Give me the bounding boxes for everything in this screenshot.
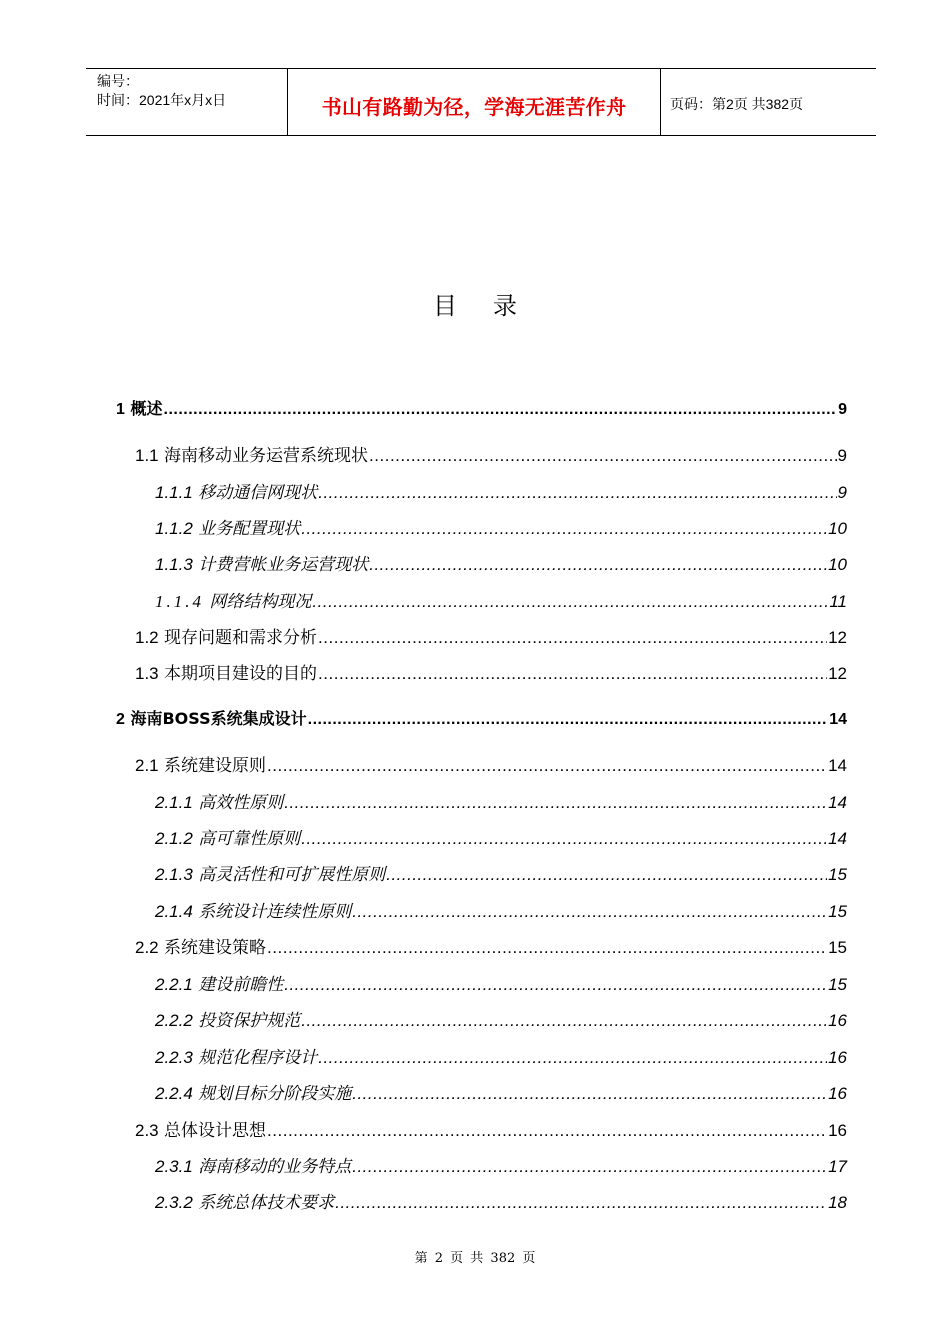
- toc-entry-2-1[interactable]: [135, 751, 847, 776]
- toc-entry-1-1-1[interactable]: [155, 478, 847, 503]
- toc-entry-number: 1.3: [135, 664, 159, 683]
- toc-entry-page: 9: [838, 401, 847, 418]
- toc-entry-page: 14: [828, 793, 847, 812]
- toc-entry-number: 1.2: [135, 628, 159, 647]
- header-motto: 书山有路勤为径，学海无涯苦作舟: [321, 94, 627, 119]
- toc-entry-2-3-1[interactable]: [155, 1152, 847, 1177]
- toc-entry-2-2[interactable]: [135, 933, 847, 958]
- toc-leader: [352, 902, 827, 922]
- toc-entry-number: 2.1: [135, 756, 159, 775]
- toc-entry-page: 10: [828, 519, 847, 538]
- toc-leader: [318, 483, 836, 503]
- toc-leader: [267, 756, 827, 776]
- toc-entry-1-1[interactable]: [135, 441, 847, 466]
- toc-entry-text: 系统建设策略: [164, 938, 267, 958]
- toc-entry-2-1-2[interactable]: [155, 824, 847, 849]
- toc-entry-number: 1.1.4: [155, 592, 204, 611]
- toc-leader: [318, 628, 827, 648]
- toc-entry-number: 2.2.2: [155, 1011, 193, 1030]
- toc-entry-1-1-4[interactable]: [155, 587, 847, 612]
- toc-title: 目录: [433, 292, 553, 320]
- toc-entry-text: 高可靠性原则: [198, 829, 301, 849]
- header-meta: [86, 69, 287, 135]
- toc-entry-page: 12: [828, 664, 847, 683]
- toc-entry-text: 高效性原则: [198, 793, 284, 813]
- toc-entry-text: 海南BOSS系统集成设计: [130, 709, 307, 728]
- toc-entry-page: 9: [837, 446, 847, 465]
- toc-entry-2-1-3[interactable]: [155, 860, 847, 885]
- toc-entry-page: 16: [828, 1121, 847, 1140]
- toc-entry-page: 14: [829, 711, 847, 728]
- toc-entry-text: 投资保护规范: [198, 1011, 301, 1031]
- toc-leader: [318, 664, 827, 684]
- toc-entry-number: 2.3.2: [155, 1193, 193, 1212]
- toc-entry-text: 规划目标分阶段实施: [198, 1084, 352, 1104]
- document-time: 时间：2021年x月x日: [97, 92, 227, 108]
- toc-leader: [335, 1193, 827, 1213]
- toc-entry-page: 12: [828, 628, 847, 647]
- toc-entry-2-2-4[interactable]: [155, 1079, 847, 1104]
- toc-leader: [284, 793, 827, 813]
- toc-entry-page: 18: [828, 1193, 847, 1212]
- page-header: [86, 68, 876, 136]
- toc-entry-text: 业务配置现状: [198, 519, 301, 539]
- document-number: 编号：: [97, 73, 139, 89]
- toc-leader: [308, 711, 829, 729]
- toc-leader: [312, 592, 828, 612]
- toc-entry-2-2-1[interactable]: [155, 970, 847, 995]
- toc-entry-number: 1.1: [135, 446, 159, 465]
- toc-entry-page: 16: [828, 1048, 847, 1067]
- toc-entry-1-3[interactable]: [135, 659, 847, 684]
- toc-entry-number: 2.3: [135, 1121, 159, 1140]
- toc-entry-page: 16: [828, 1011, 847, 1030]
- toc-entry-number: 1.1.2: [155, 519, 193, 538]
- toc-leader: [301, 519, 827, 539]
- toc-entry-text: 高灵活性和可扩展性原则: [198, 865, 386, 885]
- toc-entry-text: 移动通信网现状: [198, 483, 318, 503]
- header-motto-cell: [287, 69, 661, 135]
- toc-entry-1-1-2[interactable]: [155, 514, 847, 539]
- toc-entry-number: 2.3.1: [155, 1157, 193, 1176]
- toc-entry-number: 2.1.4: [155, 902, 193, 921]
- toc-entry-text: 本期项目建设的目的: [164, 664, 318, 684]
- toc-entry-text: 系统总体技术要求: [198, 1193, 335, 1213]
- toc-entry-text: 建设前瞻性: [198, 975, 284, 995]
- toc-leader: [284, 975, 827, 995]
- toc-entry-2-3[interactable]: [135, 1116, 847, 1141]
- toc-entry-page: 15: [828, 938, 847, 957]
- toc-entry-page: 14: [828, 756, 847, 775]
- toc-entry-number: 2.2.1: [155, 975, 193, 994]
- toc-leader: [369, 555, 827, 575]
- toc-entry-2-1-4[interactable]: [155, 897, 847, 922]
- toc-leader: [352, 1157, 827, 1177]
- toc-entry-2-1-1[interactable]: [155, 788, 847, 813]
- toc-entry-page: 15: [828, 865, 847, 884]
- toc-leader: [301, 1011, 827, 1031]
- toc-entry-text: 现存问题和需求分析: [164, 628, 318, 648]
- toc-entry-page: 15: [828, 975, 847, 994]
- toc-entry-number: 1.1.1: [155, 483, 193, 502]
- toc-leader: [318, 1048, 827, 1068]
- toc-entry-number: 2.2.3: [155, 1048, 193, 1067]
- toc-leader: [267, 938, 827, 958]
- toc-entry-1-1-3[interactable]: [155, 550, 847, 575]
- toc-entry-number: 2.1.1: [155, 793, 193, 812]
- toc-entry-text: 规范化程序设计: [198, 1048, 318, 1068]
- toc-leader: [352, 1084, 827, 1104]
- page-footer: 第 2 页 共 382 页: [414, 1251, 536, 1266]
- toc-entry-1-2[interactable]: [135, 623, 847, 648]
- toc-entry-2[interactable]: [116, 706, 847, 729]
- toc-entry-text: 概述: [130, 399, 163, 418]
- toc-entry-2-2-2[interactable]: [155, 1006, 847, 1031]
- toc-entry-page: 16: [828, 1084, 847, 1103]
- toc-leader: [164, 401, 838, 419]
- toc-entry-page: 14: [828, 829, 847, 848]
- toc-entry-number: 1.1.3: [155, 555, 193, 574]
- toc-entry-page: 15: [828, 902, 847, 921]
- toc-entry-number: 2.1.2: [155, 829, 193, 848]
- toc-entry-text: 系统设计连续性原则: [198, 902, 352, 922]
- toc-leader: [301, 829, 827, 849]
- toc-entry-number: 1: [116, 401, 125, 418]
- toc-entry-2-2-3[interactable]: [155, 1043, 847, 1068]
- toc-entry-page: 11: [829, 592, 847, 611]
- toc-entry-text: 网络结构现况: [209, 592, 312, 612]
- toc-entry-text: 总体设计思想: [164, 1121, 267, 1141]
- header-page-info: 页码：第2页 共382页: [670, 96, 804, 112]
- toc-entry-text: 海南移动的业务特点: [198, 1157, 352, 1177]
- toc-entry-page: 9: [837, 483, 847, 502]
- toc-entry-number: 2.1.3: [155, 865, 193, 884]
- toc-entry-text: 海南移动业务运营系统现状: [164, 446, 369, 466]
- toc-entry-page: 17: [828, 1157, 847, 1176]
- toc-leader: [369, 446, 836, 466]
- toc-entry-number: 2.2: [135, 938, 159, 957]
- toc-entry-2-3-2[interactable]: [155, 1188, 847, 1213]
- toc-entry-1[interactable]: [116, 396, 847, 419]
- toc-entry-text: 计费营帐业务运营现状: [198, 555, 369, 575]
- toc-entry-text: 系统建设原则: [164, 756, 267, 776]
- toc-entry-page: 10: [828, 555, 847, 574]
- toc-entry-number: 2.2.4: [155, 1084, 193, 1103]
- toc-leader: [267, 1121, 827, 1141]
- toc-leader: [386, 865, 827, 885]
- toc-entry-number: 2: [116, 711, 125, 728]
